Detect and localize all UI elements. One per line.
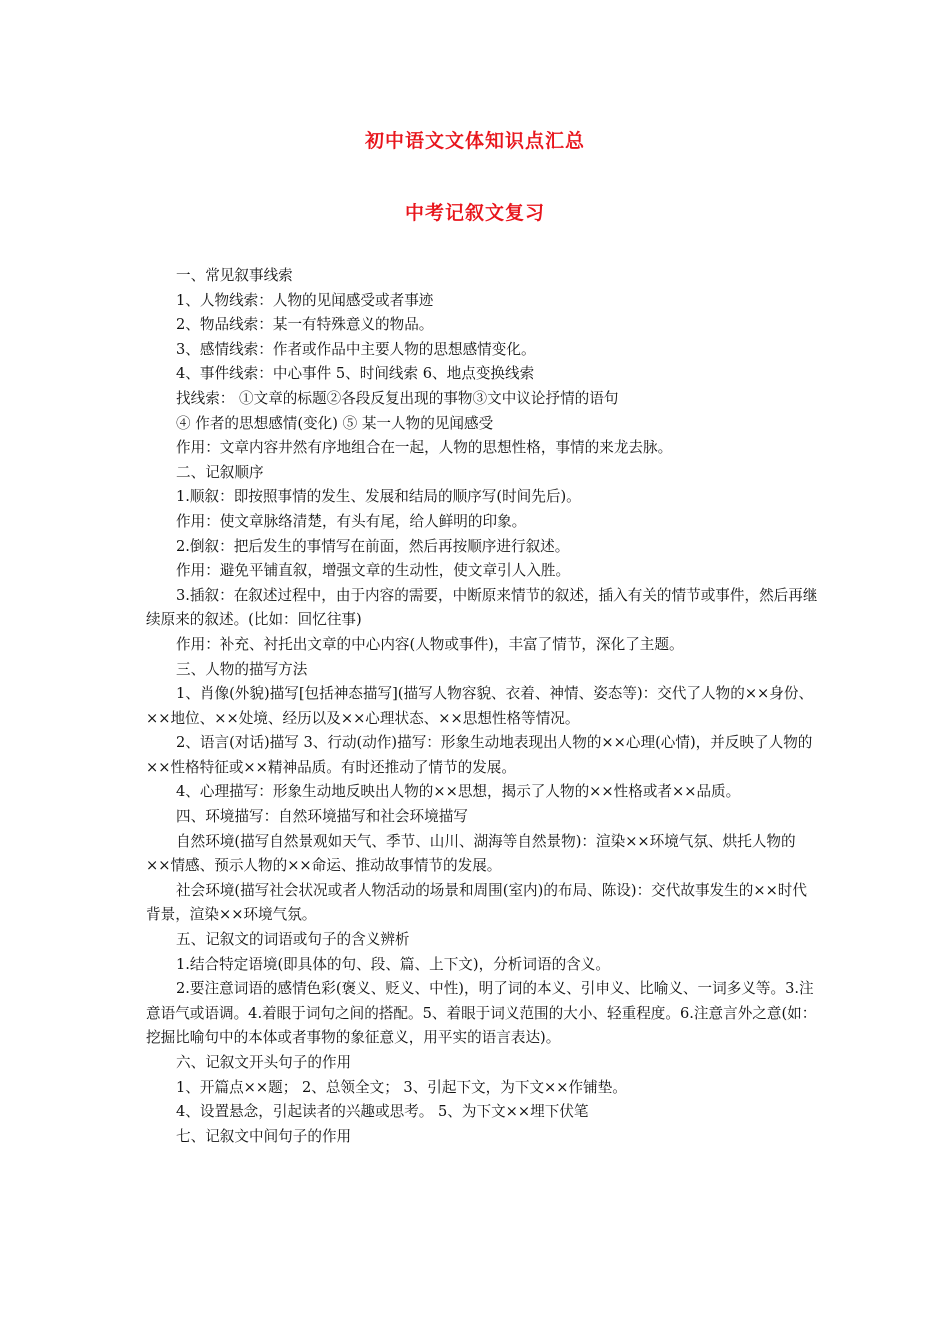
text-line: 1.顺叙：即按照事情的发生、发展和结局的顺序写(时间先后)。	[176, 488, 581, 506]
section-heading: 六、记叙文开头句子的作用	[176, 1054, 352, 1071]
section-heading: 二、记叙顺序	[176, 463, 264, 481]
text-line: 作用：补充、衬托出文章的中心内容(人物或事件)，丰富了情节，深化了主题。	[176, 635, 684, 653]
section-heading: 一、常见叙事线索	[176, 267, 293, 284]
paragraph: 4、心理描写：形象生动地反映出人物的××思想，揭示了人物的××性格或者××品质。	[176, 783, 741, 801]
text-line: 作用：避免平铺直叙，增强文章的生动性，使文章引人入胜。	[176, 562, 571, 580]
text-line: 2.倒叙：把后发生的事情写在前面，然后再按顺序进行叙述。	[176, 537, 570, 555]
text-line: 1、人物线索：人物的见闻感受或者事迹	[176, 291, 434, 309]
paragraph: 1、肖像(外貌)描写[包括神态描写](描写人物容貌、衣着、神情、姿态等)：交代了人物的××身份、××地位、××处境、经历以及××心理状态、××思想性格等情况。	[146, 685, 814, 727]
text-line: 作用：文章内容井然有序地组合在一起，人物的思想性格，事情的来龙去脉。	[176, 439, 673, 457]
text-line: 4、设置悬念，引起读者的兴趣或思考。 5、为下文××埋下伏笔	[176, 1103, 589, 1121]
document-title: 初中语文文体知识点汇总	[364, 130, 585, 152]
text-line: 1、开篇点××题； 2、总领全文； 3、引起下文，为下文××作铺垫。	[176, 1078, 627, 1096]
text-line: 2、物品线索：某一有特殊意义的物品。	[176, 316, 434, 334]
text-line: 找线索： ①文章的标题②各段反复出现的事物③文中议论抒情的语句	[176, 389, 619, 407]
text-line: 1.结合特定语境(即具体的句、段、篇、上下文)，分析词语的含义。	[176, 955, 610, 973]
section-heading: 四、环境描写：自然环境描写和社会环境描写	[176, 808, 468, 826]
paragraph: 2.要注意词语的感情色彩(褒义、贬义、中性)，明了词的本义、引申义、比喻义、一词多义等。3.注意语气或语调。4.着眼于词句之间的搭配。5、着眼于词义范围的大小、轻重程度。6.注意言外之意(如：挖掘比喻句中的本体或者事物的象征意义，用平实的语言表达)。	[146, 980, 817, 1047]
section-heading: 三、人物的描写方法	[176, 660, 308, 678]
paragraph: 2、语言(对话)描写 3、行动(动作)描写：形象生动地表现出人物的××心理(心情)，并反映了人物的××性格特征或××精神品质。有时还推动了情节的发展。	[146, 734, 813, 776]
paragraph: 社会环境(描写社会状况或者人物活动的场景和周围(室内)的布局、陈设)：交代故事发生的××时代背景，渲染××环境气氛。	[146, 881, 807, 924]
section-heading: 七、记叙文中间句子的作用	[176, 1127, 352, 1145]
text-line: 4、事件线索：中心事件 5、时间线索 6、地点变换线索	[176, 365, 535, 383]
document-subtitle: 中考记叙文复习	[404, 202, 545, 224]
paragraph: 3.插叙：在叙述过程中，由于内容的需要，中断原来情节的叙述，插入有关的情节或事件，然后再继续原来的叙述。(比如：回忆往事)	[146, 586, 818, 629]
text-line: 作用：使文章脉络清楚，有头有尾，给人鲜明的印象。	[176, 512, 527, 530]
text-line: ④ 作者的思想感情(变化) ⑤ 某一人物的见闻感受	[176, 414, 494, 432]
section-heading: 五、记叙文的词语或句子的含义辨析	[176, 931, 410, 949]
document-body	[146, 264, 818, 1149]
paragraph: 自然环境(描写自然景观如天气、季节、山川、湖海等自然景物)：渲染××环境气氛、烘托人物的××情感、预示人物的××命运、推动故事情节的发展。	[146, 832, 796, 875]
text-line: 3、感情线索：作者或作品中主要人物的思想感情变化。	[176, 340, 536, 358]
